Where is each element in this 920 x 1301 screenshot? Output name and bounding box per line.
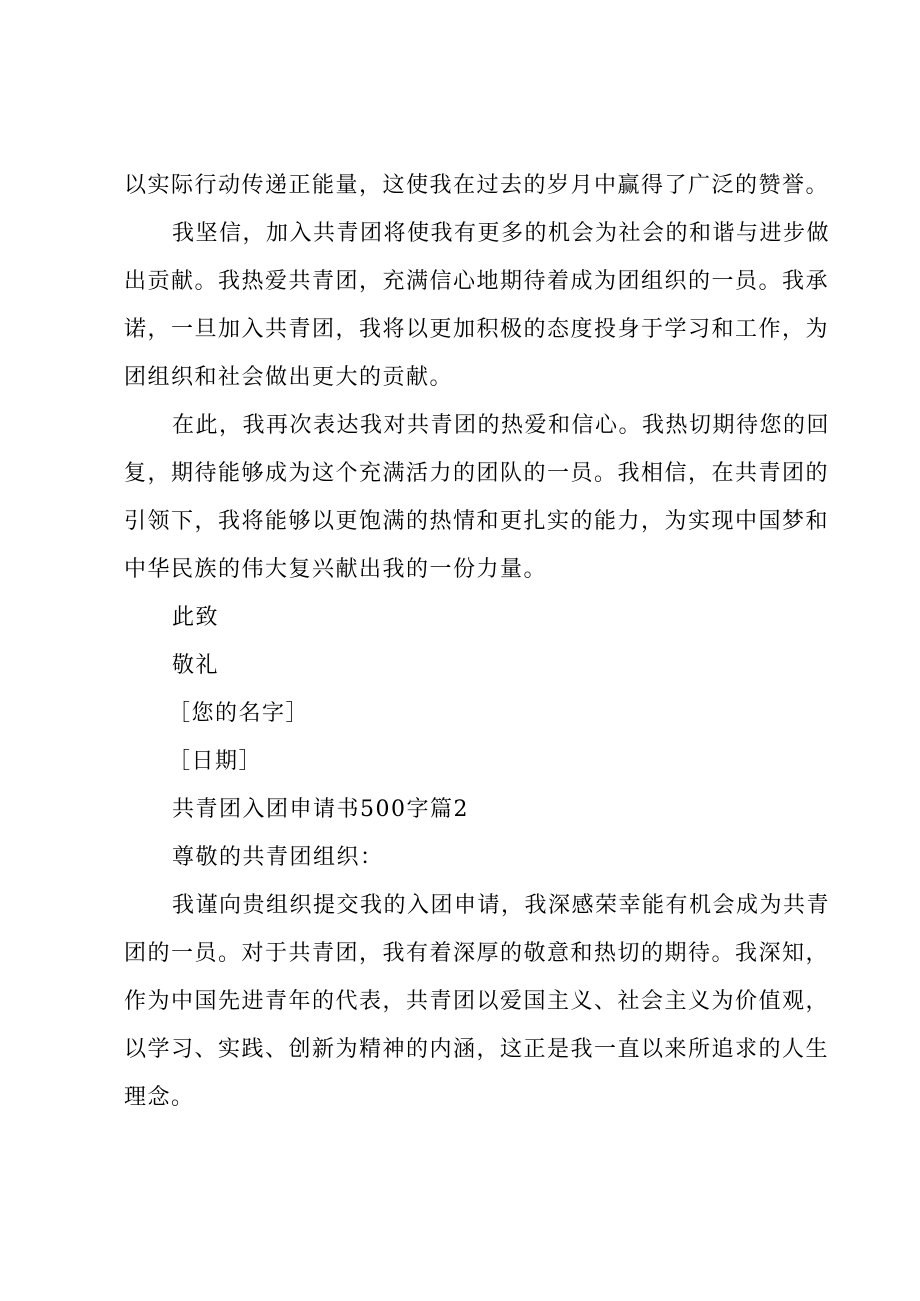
signature-name: ［您的名字］ — [168, 701, 310, 726]
paragraph-line: 以学习、实践、创新为精神的内涵，这正是我一直以来所追求的人生 — [124, 1037, 830, 1062]
paragraph-line: 诺，一旦加入共青团，我将以更加积极的态度投身于学习和工作，为 — [124, 317, 830, 342]
salutation: 尊敬的共青团组织： — [172, 845, 384, 870]
paragraph-line: 团的一员。对于共青团，我有着深厚的敬意和热切的期待。我深知， — [124, 941, 830, 966]
section-title: 共青团入团申请书500字篇2 — [172, 797, 469, 822]
paragraph-line: 在此，我再次表达我对共青团的热爱和信心。我热切期待您的回 — [172, 413, 831, 438]
paragraph-line: 出贡献。我热爱共青团，充满信心地期待着成为团组织的一员。我承 — [124, 269, 830, 294]
continuation-line: 以实际行动传递正能量，这使我在过去的岁月中赢得了广泛的赞誉。 — [124, 173, 830, 198]
paragraph-line: 团组织和社会做出更大的贡献。 — [124, 365, 454, 390]
paragraph-line: 复，期待能够成为这个充满活力的团队的一员。我相信，在共青团的 — [124, 461, 830, 486]
paragraph-line: 作为中国先进青年的代表，共青团以爱国主义、社会主义为价值观， — [124, 989, 830, 1014]
paragraph-line: 中华民族的伟大复兴献出我的一份力量。 — [124, 557, 548, 582]
paragraph-line: 理念。 — [124, 1085, 195, 1110]
signature-date: ［日期］ — [168, 749, 263, 774]
paragraph-line: 我谨向贵组织提交我的入团申请，我深感荣幸能有机会成为共青 — [172, 893, 831, 918]
closing-cizhi: 此致 — [172, 605, 220, 630]
paragraph-line: 我坚信，加入共青团将使我有更多的机会为社会的和谐与进步做 — [172, 221, 831, 246]
paragraph-line: 引领下，我将能够以更饱满的热情和更扎实的能力，为实现中国梦和 — [124, 509, 830, 534]
closing-jingli: 敬礼 — [172, 653, 220, 678]
